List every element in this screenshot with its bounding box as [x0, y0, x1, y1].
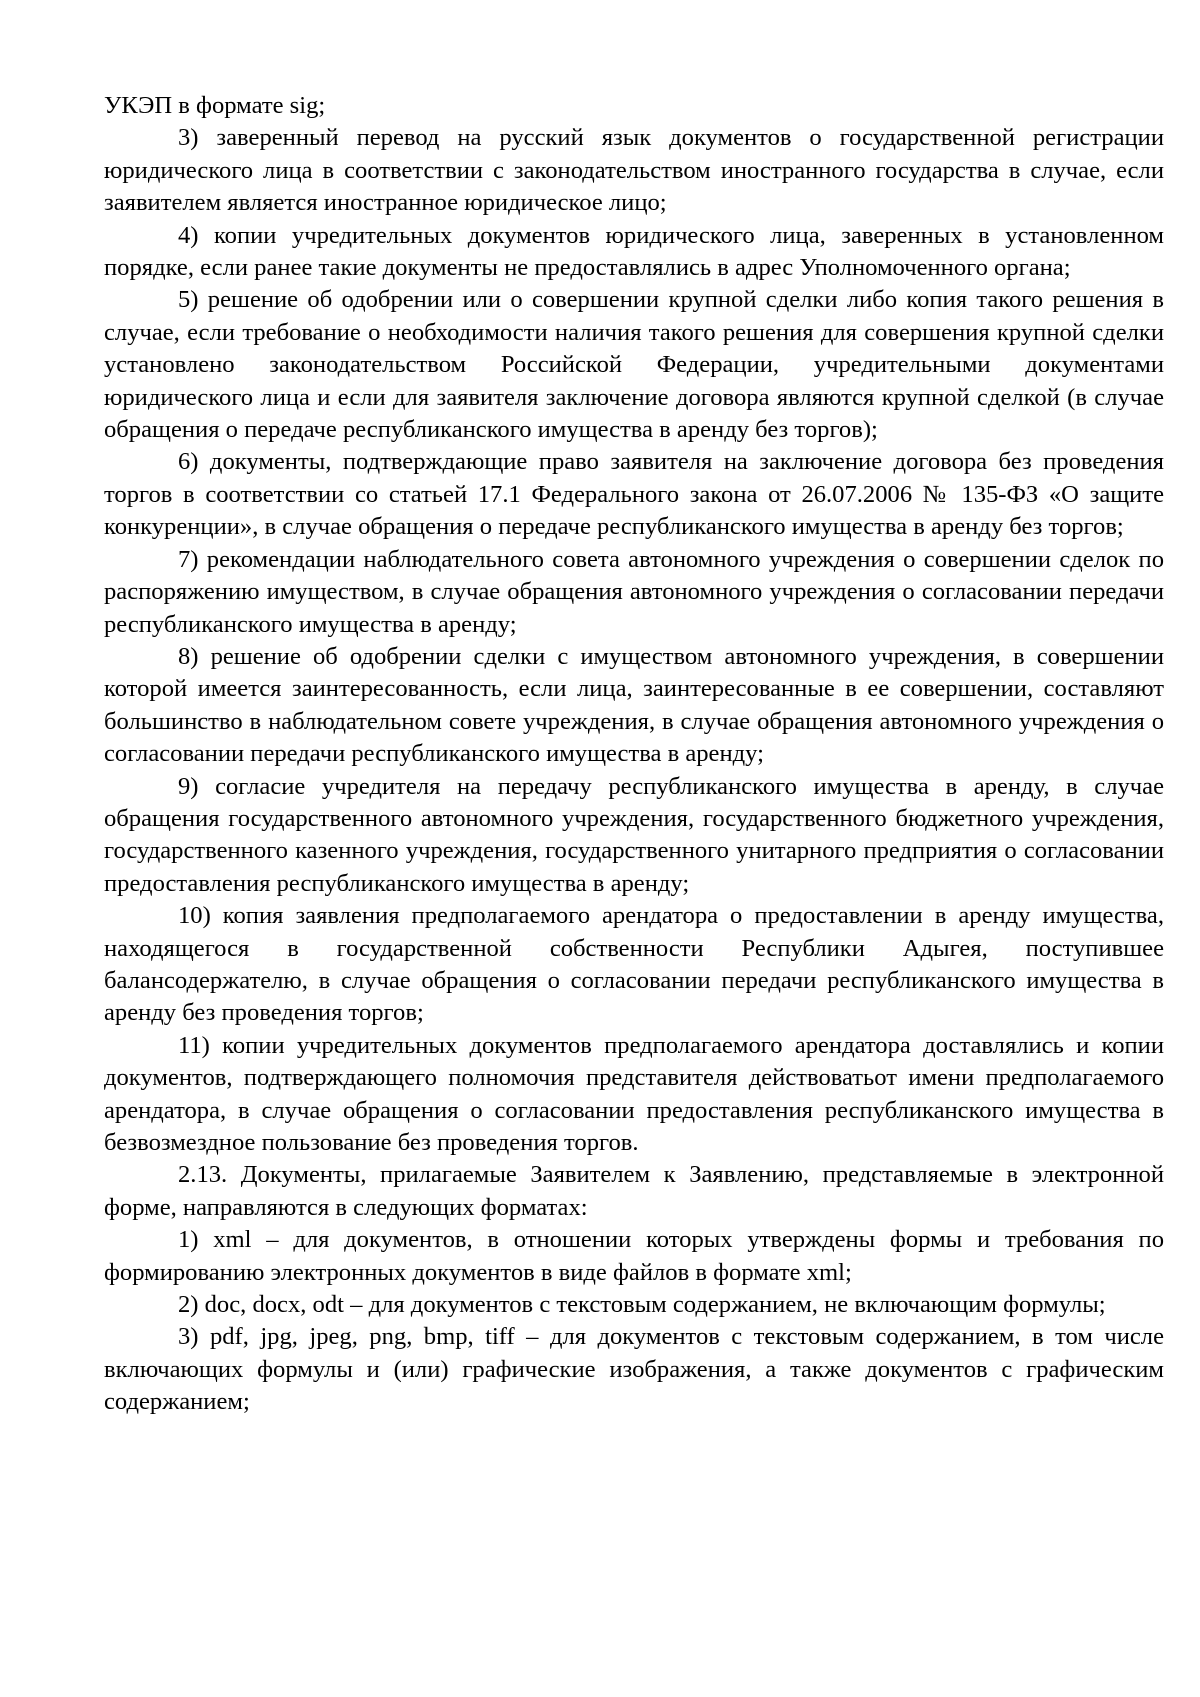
format-item-2: 2) doc, docx, odt – для документов с текстовым содержанием, не включающим формулы;: [178, 1291, 1106, 1319]
list-item-7: 7) рекомендации наблюдательного совета автономного учреждения о совершении сделок по распоряжению имуществом, в случае обращения автономного учреждения о согласовании передачи республиканского имущества в аренду;: [104, 545, 1164, 638]
list-item-10: 10) копия заявления предполагаемого арендатора о предоставлении в аренду имущества, находящегося в государственной собственности Республики Адыгея, поступившее балансодержателю, в случае обращения о согласовании передачи республиканского имущества в аренду без проведения торгов;: [104, 902, 1164, 1027]
section-2-13: 2.13. Документы, прилагаемые Заявителем к Заявлению, представляемые в электронной форме, направляются в следующих форматах:: [104, 1161, 1164, 1221]
list-item-6: 6) документы, подтверждающие право заявителя на заключение договора без проведения торгов в соответствии со статьей 17.1 Федерального закона от 26.07.2006 № 135-ФЗ «О защите конкуренции», в случае обращения о передаче республиканского имущества в аренду без торгов;: [104, 448, 1164, 541]
list-item-11: 11) копии учредительных документов предполагаемого арендатора доставлялись и копии документов, подтверждающего полномочия представителя действоватьот имени предполагаемого арендатора, в случае обращения о согласовании предоставления республиканского имущества в безвозмездное пользование без проведения торгов.: [104, 1031, 1164, 1156]
paragraph-continuation: УКЭП в формате sig;: [104, 92, 326, 119]
list-item-3: 3) заверенный перевод на русский язык документов о государственной регистрации юридического лица в соответствии с законодательством иностранного государства в случае, если заявителем является иностранное юридическое лицо;: [104, 124, 1164, 217]
list-item-4: 4) копии учредительных документов юридического лица, заверенных в установленном порядке, если ранее такие документы не предоставлялись в адрес Уполномоченного органа;: [104, 221, 1164, 282]
list-item-9: 9) согласие учредителя на передачу республиканского имущества в аренду, в случае обращения государственного автономного учреждения, государственного бюджетного учреждения, государственного казенного учреждения, государственного унитарного предприятия о согласовании предоставления республиканского имущества в аренду;: [104, 772, 1164, 897]
list-item-8: 8) решение об одобрении сделки с имуществом автономного учреждения, в совершении которой имеется заинтересованность, если лица, заинтересованные в ее совершении, составляют большинство в наблюдательном совете учреждения, в случае обращения автономного учреждения о согласовании передачи республиканского имущества в аренду;: [104, 642, 1164, 768]
document-body: [104, 90, 1164, 1419]
list-item-5: 5) решение об одобрении или о совершении крупной сделки либо копия такого решения в случае, если требование о необходимости наличия такого решения для совершения крупной сделки установлено законодательством Российской Федерации, учредительными документами юридического лица и если для заявителя заключение договора являются крупной сделкой (в случае обращения о передаче республиканского имущества в аренду без торгов);: [104, 286, 1164, 444]
format-item-3: 3) pdf, jpg, jpeg, png, bmp, tiff – для документов с текстовым содержанием, в том числе включающих формулы и (или) графические изображения, а также документов с графическим содержанием;: [104, 1323, 1164, 1416]
format-item-1: 1) xml – для документов, в отношении которых утверждены формы и требования по формированию электронных документов в виде файлов в формате xml;: [104, 1226, 1164, 1286]
